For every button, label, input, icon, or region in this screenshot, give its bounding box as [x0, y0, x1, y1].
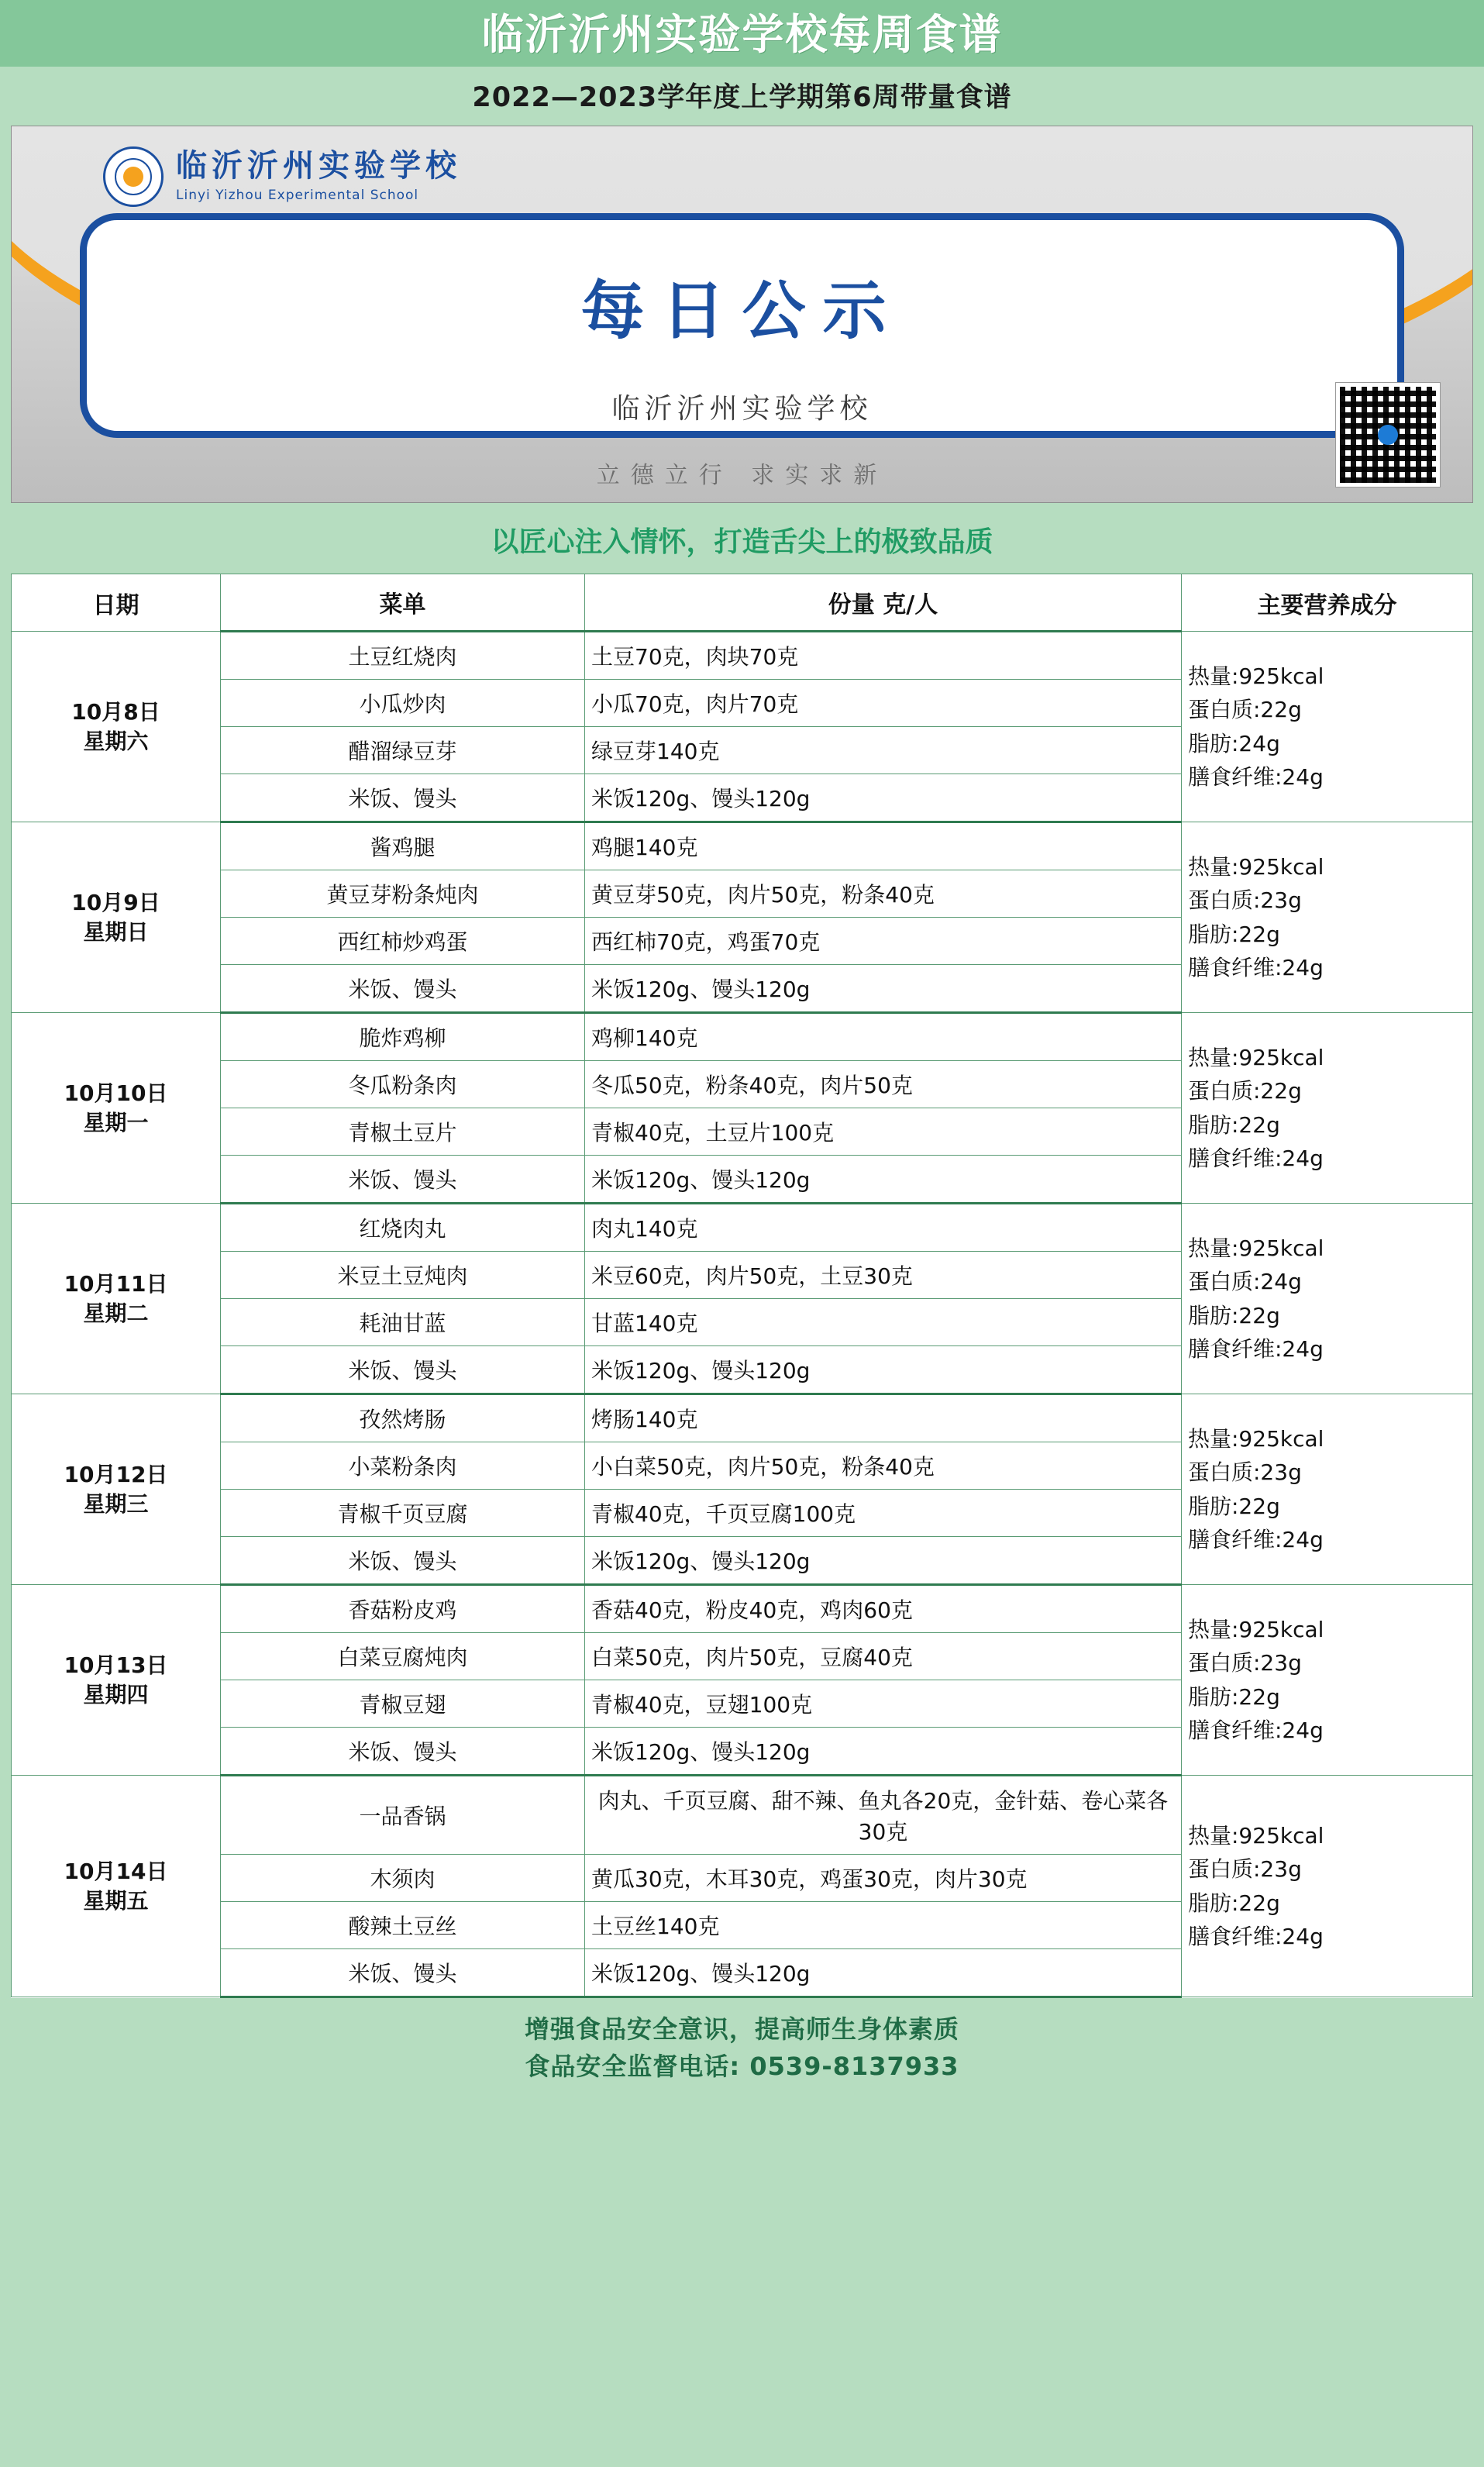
menu-dish-cell: 米饭、馒头 [221, 1156, 585, 1204]
menu-dish-cell: 脆炸鸡柳 [221, 1013, 585, 1061]
school-banner [11, 126, 1473, 503]
menu-amount-cell: 青椒40克，豆翅100克 [585, 1680, 1182, 1728]
weekly-menu-table [11, 574, 1473, 1998]
nutrition-line: 脂肪:22g [1188, 1302, 1280, 1328]
nutrition-line: 脂肪:22g [1188, 1890, 1280, 1916]
table-header-row [12, 574, 1473, 632]
menu-amount-cell: 米饭120g、馒头120g [585, 965, 1182, 1013]
nutrition-line: 脂肪:22g [1188, 1493, 1280, 1519]
menu-dish-cell: 青椒千页豆腐 [221, 1490, 585, 1537]
nutrition-line: 蛋白质:22g [1188, 697, 1302, 723]
menu-amount-cell: 米饭120g、馒头120g [585, 1156, 1182, 1204]
menu-dish-cell: 土豆红烧肉 [221, 632, 585, 680]
menu-amount-cell: 肉丸140克 [585, 1204, 1182, 1252]
menu-date-cell [12, 1585, 221, 1776]
table-row [12, 1013, 1473, 1061]
menu-weekday: 星期三 [83, 1490, 149, 1517]
menu-amount-cell: 西红柿70克，鸡蛋70克 [585, 918, 1182, 965]
menu-dish-cell: 青椒豆翅 [221, 1680, 585, 1728]
menu-date: 10月8日 [71, 698, 160, 725]
footer-hotline: 食品安全监督电话: 0539-8137933 [525, 2052, 959, 2082]
menu-dish-cell: 醋溜绿豆芽 [221, 727, 585, 774]
subtitle-band [0, 67, 1484, 126]
header-band [0, 0, 1484, 67]
menu-dish-cell: 米饭、馒头 [221, 1728, 585, 1776]
nutrition-line: 热量:925kcal [1188, 1425, 1324, 1452]
nutrition-line: 脂肪:22g [1188, 1111, 1280, 1138]
school-motto: 立德立行 求实求新 [596, 462, 888, 490]
nutrition-line: 热量:925kcal [1188, 663, 1324, 689]
menu-weekday: 星期二 [83, 1300, 149, 1326]
column-header-amount: 份量 克/人 [585, 574, 1182, 632]
menu-amount-cell: 白菜50克，肉片50克，豆腐40克 [585, 1633, 1182, 1680]
menu-amount-cell: 米饭120g、馒头120g [585, 1949, 1182, 1997]
nutrition-line: 蛋白质:24g [1188, 1269, 1302, 1295]
nutrition-line: 脂肪:24g [1188, 730, 1280, 756]
menu-nutrition-cell [1182, 632, 1473, 822]
column-header-dish: 菜单 [221, 574, 585, 632]
menu-dish-cell: 红烧肉丸 [221, 1204, 585, 1252]
menu-nutrition-cell [1182, 1585, 1473, 1776]
menu-dish-cell: 西红柿炒鸡蛋 [221, 918, 585, 965]
menu-amount-cell: 青椒40克，千页豆腐100克 [585, 1490, 1182, 1537]
logo-name-en: Linyi Yizhou Experimental School [176, 188, 419, 204]
menu-date: 10月9日 [71, 889, 160, 915]
nutrition-line: 蛋白质:23g [1188, 887, 1302, 914]
menu-amount-cell: 香菇40克，粉皮40克，鸡肉60克 [585, 1585, 1182, 1633]
column-header-date: 日期 [12, 574, 221, 632]
menu-amount-cell: 冬瓜50克，粉条40克，肉片50克 [585, 1061, 1182, 1108]
menu-date-cell [12, 1204, 221, 1394]
banner-school-name: 临沂沂州实验学校 [611, 393, 873, 426]
banner-card [80, 213, 1404, 438]
nutrition-line: 热量:925kcal [1188, 1044, 1324, 1070]
nutrition-line: 膳食纤维:24g [1188, 954, 1324, 980]
menu-nutrition-cell [1182, 1394, 1473, 1585]
page-title: 临沂沂州实验学校每周食谱 [481, 10, 1003, 59]
menu-weekday: 星期五 [83, 1887, 149, 1914]
menu-dish-cell: 耗油甘蓝 [221, 1299, 585, 1346]
table-row [12, 632, 1473, 680]
footer [0, 1998, 1484, 2099]
logo-emblem-icon [103, 146, 164, 207]
menu-date: 10月13日 [64, 1652, 168, 1678]
nutrition-line: 热量:925kcal [1188, 1235, 1324, 1261]
menu-dish-cell: 木须肉 [221, 1855, 585, 1902]
nutrition-line: 膳食纤维:24g [1188, 763, 1324, 790]
menu-amount-cell: 烤肠140克 [585, 1394, 1182, 1442]
page-subtitle: 2022—2023学年度上学期第6周带量食谱 [472, 82, 1012, 114]
table-row [12, 822, 1473, 870]
menu-amount-cell: 黄瓜30克，木耳30克，鸡蛋30克，肉片30克 [585, 1855, 1182, 1902]
menu-date: 10月11日 [64, 1270, 168, 1297]
menu-amount-cell: 青椒40克，土豆片100克 [585, 1108, 1182, 1156]
menu-dish-cell: 冬瓜粉条肉 [221, 1061, 585, 1108]
menu-amount-cell: 鸡柳140克 [585, 1013, 1182, 1061]
menu-nutrition-cell [1182, 1776, 1473, 1997]
nutrition-line: 蛋白质:23g [1188, 1856, 1302, 1883]
menu-date-cell [12, 1776, 221, 1997]
nutrition-line: 热量:925kcal [1188, 1822, 1324, 1849]
nutrition-line: 热量:925kcal [1188, 1616, 1324, 1642]
nutrition-line: 脂肪:22g [1188, 1683, 1280, 1710]
menu-dish-cell: 酸辣土豆丝 [221, 1902, 585, 1949]
menu-amount-cell: 土豆70克，肉块70克 [585, 632, 1182, 680]
menu-amount-cell: 肉丸、千页豆腐、甜不辣、鱼丸各20克，金针菇、卷心菜各30克 [585, 1776, 1182, 1855]
nutrition-line: 蛋白质:23g [1188, 1650, 1302, 1676]
menu-date: 10月14日 [64, 1858, 168, 1884]
menu-dish-cell: 一品香锅 [221, 1776, 585, 1855]
slogan-text: 以匠心注入情怀，打造舌尖上的极致品质 [491, 526, 993, 559]
school-logo [103, 146, 461, 207]
nutrition-line: 膳食纤维:24g [1188, 1335, 1324, 1362]
menu-dish-cell: 黄豆芽粉条炖肉 [221, 870, 585, 918]
menu-dish-cell: 小菜粉条肉 [221, 1442, 585, 1490]
footer-slogan: 增强食品安全意识，提高师生身体素质 [524, 2014, 959, 2045]
menu-date-cell [12, 822, 221, 1013]
table-row [12, 1585, 1473, 1633]
menu-dish-cell: 孜然烤肠 [221, 1394, 585, 1442]
menu-nutrition-cell [1182, 822, 1473, 1013]
menu-nutrition-cell [1182, 1204, 1473, 1394]
nutrition-line: 膳食纤维:24g [1188, 1145, 1324, 1171]
menu-dish-cell: 香菇粉皮鸡 [221, 1585, 585, 1633]
menu-date-cell [12, 1013, 221, 1204]
menu-dish-cell: 青椒土豆片 [221, 1108, 585, 1156]
column-header-nutrition: 主要营养成分 [1182, 574, 1473, 632]
menu-nutrition-cell [1182, 1013, 1473, 1204]
nutrition-line: 热量:925kcal [1188, 853, 1324, 880]
menu-amount-cell: 小白菜50克，肉片50克，粉条40克 [585, 1442, 1182, 1490]
menu-amount-cell: 米饭120g、馒头120g [585, 774, 1182, 822]
table-row [12, 1394, 1473, 1442]
nutrition-line: 脂肪:22g [1188, 921, 1280, 947]
menu-amount-cell: 米饭120g、馒头120g [585, 1728, 1182, 1776]
menu-dish-cell: 白菜豆腐炖肉 [221, 1633, 585, 1680]
nutrition-line: 蛋白质:23g [1188, 1459, 1302, 1486]
menu-amount-cell: 米豆60克，肉片50克，土豆30克 [585, 1252, 1182, 1299]
nutrition-line: 膳食纤维:24g [1188, 1923, 1324, 1949]
qr-code-icon[interactable] [1336, 383, 1440, 487]
menu-date: 10月10日 [64, 1080, 168, 1106]
nutrition-line: 膳食纤维:24g [1188, 1526, 1324, 1552]
menu-amount-cell: 绿豆芽140克 [585, 727, 1182, 774]
menu-dish-cell: 米饭、馒头 [221, 1537, 585, 1585]
menu-date: 10月12日 [64, 1461, 168, 1487]
nutrition-line: 蛋白质:22g [1188, 1078, 1302, 1104]
menu-date-cell [12, 632, 221, 822]
banner-main-text: 每日公示 [580, 274, 904, 349]
table-row [12, 1776, 1473, 1855]
menu-weekday: 星期一 [83, 1109, 149, 1135]
menu-dish-cell: 米饭、馒头 [221, 1949, 585, 1997]
menu-date-cell [12, 1394, 221, 1585]
menu-dish-cell: 米饭、馒头 [221, 774, 585, 822]
nutrition-line: 膳食纤维:24g [1188, 1717, 1324, 1743]
menu-weekday: 星期六 [83, 728, 149, 754]
menu-amount-cell: 土豆丝140克 [585, 1902, 1182, 1949]
menu-amount-cell: 甘蓝140克 [585, 1299, 1182, 1346]
menu-weekday: 星期日 [83, 918, 149, 945]
menu-dish-cell: 小瓜炒肉 [221, 680, 585, 727]
menu-amount-cell: 黄豆芽50克，肉片50克，粉条40克 [585, 870, 1182, 918]
menu-amount-cell: 鸡腿140克 [585, 822, 1182, 870]
menu-amount-cell: 米饭120g、馒头120g [585, 1346, 1182, 1394]
table-row [12, 1204, 1473, 1252]
menu-dish-cell: 米饭、馒头 [221, 965, 585, 1013]
menu-amount-cell: 米饭120g、馒头120g [585, 1537, 1182, 1585]
menu-dish-cell: 米饭、馒头 [221, 1346, 585, 1394]
menu-weekday: 星期四 [83, 1681, 149, 1707]
menu-dish-cell: 酱鸡腿 [221, 822, 585, 870]
menu-dish-cell: 米豆土豆炖肉 [221, 1252, 585, 1299]
logo-name-cn: 临沂沂州实验学校 [176, 147, 461, 184]
menu-amount-cell: 小瓜70克，肉片70克 [585, 680, 1182, 727]
